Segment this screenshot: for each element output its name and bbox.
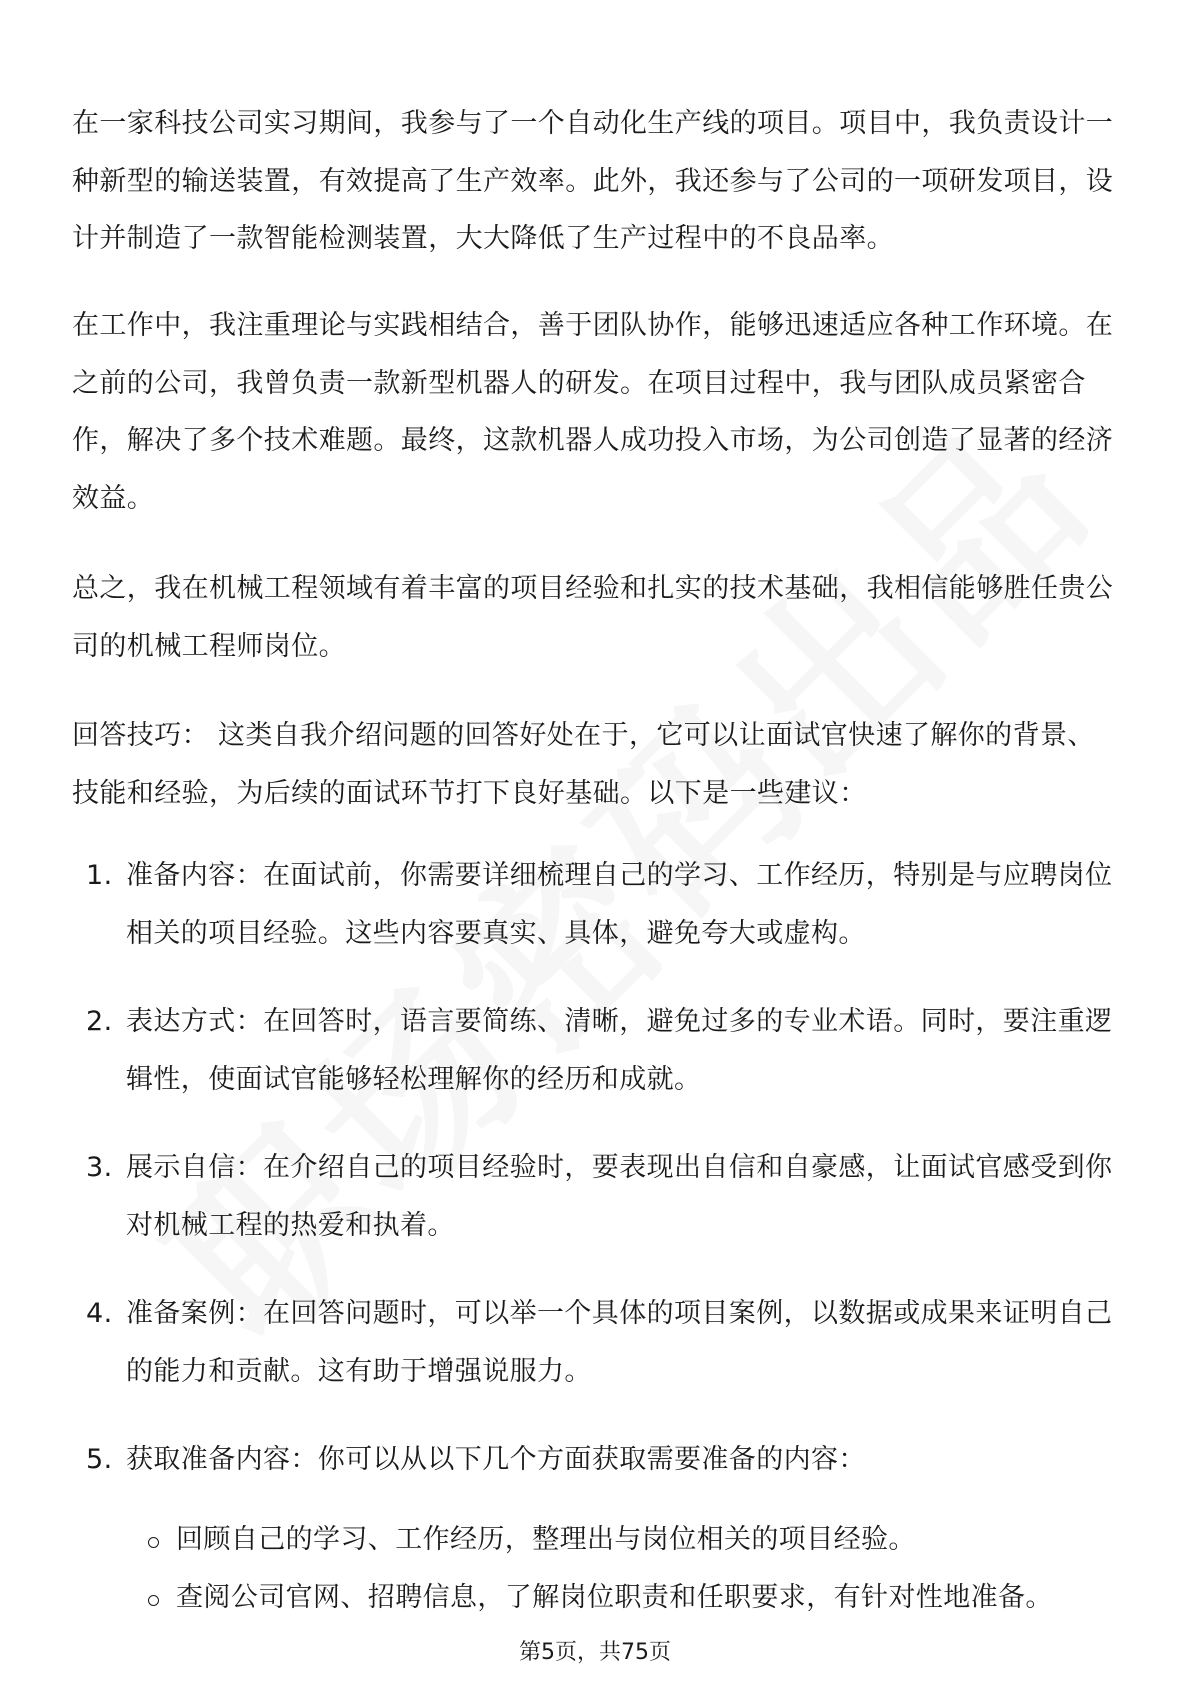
sub-list-item bbox=[126, 1569, 1118, 1627]
list-item-text: 准备案例：在回答问题时，可以举一个具体的项目案例，以数据或成果来证明自己的能力和贡献。这有助于增强说服力。 bbox=[126, 1298, 1113, 1387]
sub-list-item-text: 查阅公司官网、招聘信息，了解岗位职责和任职要求，有针对性地准备。 bbox=[176, 1581, 1053, 1613]
sub-list-item-text: 回顾自己的学习、工作经历，整理出与岗位相关的项目经验。 bbox=[176, 1524, 916, 1555]
list-item bbox=[72, 993, 1118, 1108]
sub-list bbox=[126, 1511, 1118, 1626]
paragraph-work-experience: 在工作中，我注重理论与实践相结合，善于团队协作，能够迅速适应各种工作环境。在之前的公司，我曾负责一款新型机器人的研发。在项目过程中，我与团队成员紧密合作，解决了多个技术难题。最终，这款机器人成功投入市场，为公司创造了显著的经济效益。 bbox=[72, 310, 1114, 514]
paragraph-answer-tips: 回答技巧： 这类自我介绍问题的回答好处在于，它可以让面试官快速了解你的背景、技能和经验，为后续的面试环节打下良好基础。以下是一些建议： bbox=[72, 720, 1095, 809]
list-item-number: 1. bbox=[86, 860, 113, 891]
paragraph-internship: 在一家科技公司实习期间，我参与了一个自动化生产线的项目。项目中，我负责设计一种新型的输送装置，有效提高了生产效率。此外，我还参与了公司的一项研发项目，设计并制造了一款智能检测装置，大大降低了生产过程中的不良品率。 bbox=[72, 108, 1114, 254]
sub-list-item bbox=[126, 1511, 1118, 1569]
list-item-text: 表达方式：在回答时，语言要简练、清晰，避免过多的专业术语。同时，要注重逻辑性，使面试官能够轻松理解你的经历和成就。 bbox=[126, 1006, 1113, 1095]
list-item-number: 3. bbox=[86, 1152, 113, 1183]
list-item-text: 准备内容：在面试前，你需要详细梳理自己的学习、工作经历，特别是与应聘岗位相关的项目经验。这些内容要真实、具体，避免夸大或虚构。 bbox=[126, 860, 1113, 949]
circle-bullet-icon bbox=[148, 1595, 159, 1606]
list-item bbox=[72, 847, 1118, 962]
paragraph-summary: 总之，我在机械工程领域有着丰富的项目经验和扎实的技术基础，我相信能够胜任贵公司的机械工程师岗位。 bbox=[72, 573, 1114, 662]
list-item-number: 2. bbox=[86, 1006, 113, 1037]
list-item-text: 展示自信：在介绍自己的项目经验时，要表现出自信和自豪感，让面试官感受到你对机械工程的热爱和执着。 bbox=[126, 1152, 1113, 1241]
list-item-number: 4. bbox=[86, 1298, 113, 1329]
page-number-footer: 第5页，共75页 bbox=[519, 1640, 671, 1665]
tips-list bbox=[72, 847, 1118, 1520]
list-item bbox=[72, 1431, 1118, 1489]
circle-bullet-icon bbox=[148, 1537, 159, 1548]
list-item bbox=[72, 1139, 1118, 1254]
list-item-text: 获取准备内容：你可以从以下几个方面获取需要准备的内容： bbox=[126, 1444, 866, 1475]
list-item-number: 5. bbox=[86, 1444, 113, 1475]
list-item bbox=[72, 1285, 1118, 1400]
